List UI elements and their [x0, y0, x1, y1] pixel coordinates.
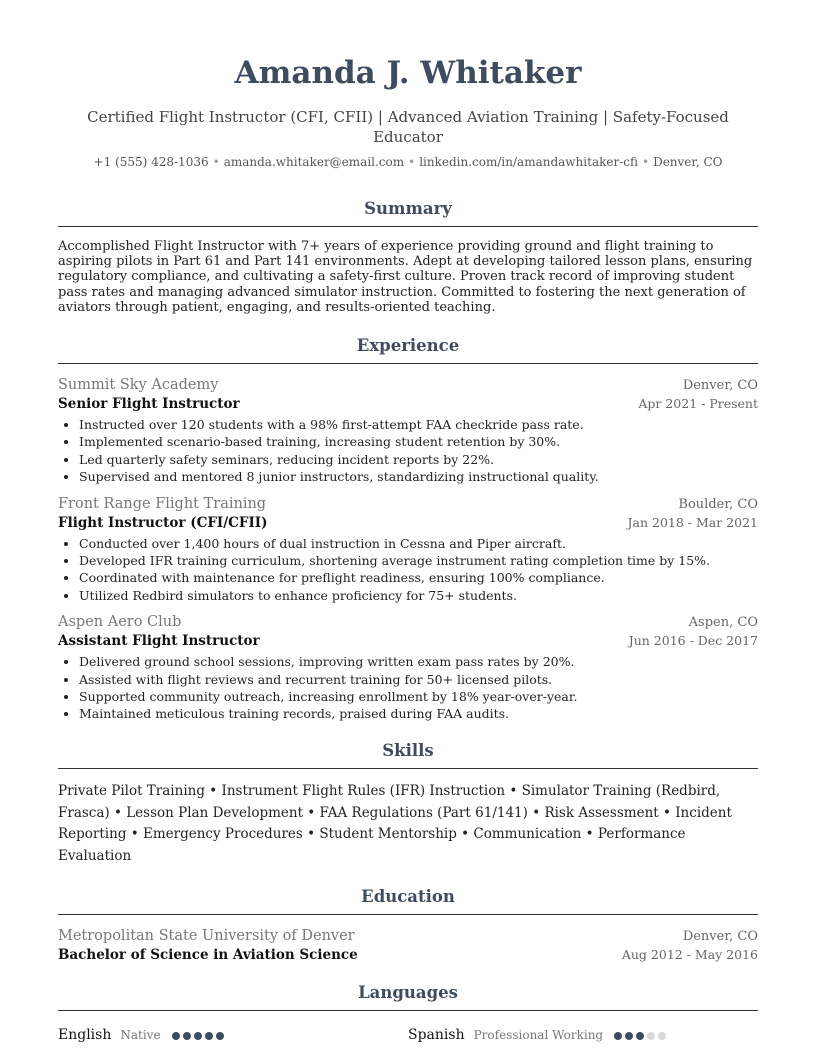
proficiency-dot-empty — [647, 1032, 655, 1040]
language-name: English — [58, 1026, 112, 1043]
proficiency-dot-filled — [636, 1032, 644, 1040]
section-title-summary: Summary — [58, 199, 758, 227]
bullet-item: • Coordinated with maintenance for preflight readiness, ensuring 100% compliance. — [79, 569, 758, 586]
experience-entry — [58, 496, 758, 605]
employer: Summit Sky Academy — [58, 377, 219, 394]
summary-text: Accomplished Flight Instructor with 7+ years of experience providing ground and flight training to aspiring pilots in Part 61 and Part 141 environments. Adept at developing tailored lesson plans, ensuring regulatory compliance, and cultivating a safety-first culture. Proven track record of improving student pass rates and managing advanced simulator instruction. Committed to fostering the next generation of aviators through patient, engaging, and results-oriented teaching. — [58, 239, 753, 315]
location: Denver, CO — [653, 155, 723, 169]
entry-dates: Apr 2021 - Present — [638, 396, 758, 412]
job-title: Assistant Flight Instructor — [58, 633, 260, 650]
proficiency-dot-filled — [614, 1032, 622, 1040]
language-name: Spanish — [408, 1026, 465, 1043]
language-item — [408, 1025, 758, 1044]
proficiency-dot-filled — [172, 1032, 180, 1040]
experience-section — [58, 336, 758, 723]
skills-section — [58, 741, 758, 868]
proficiency-dot-filled — [194, 1032, 202, 1040]
entry-dates: Aug 2012 - May 2016 — [621, 947, 758, 963]
education-section — [58, 887, 758, 963]
bullet-item: • Assisted with flight reviews and recurrent training for 50+ licensed pilots. — [79, 671, 758, 688]
bullet-item: • Supported community outreach, increasing enrollment by 18% year-over-year. — [79, 688, 758, 705]
entry-location: Boulder, CO — [678, 496, 758, 512]
bullet-item: • Maintained meticulous training records, praised during FAA audits. — [79, 705, 758, 722]
language-level: Native — [120, 1027, 161, 1042]
bullet-item: • Implemented scenario-based training, increasing student retention by 30%. — [79, 433, 758, 450]
bullet-item: • Instructed over 120 students with a 98% first-attempt FAA checkride pass rate. — [79, 416, 758, 433]
contact-separator: • — [642, 155, 650, 169]
experience-entry — [58, 614, 758, 723]
proficiency-dot-filled — [625, 1032, 633, 1040]
entry-dates: Jan 2018 - Mar 2021 — [627, 514, 758, 530]
experience-entry — [58, 377, 758, 486]
skills-text: Private Pilot Training • Instrument Flight Rules (IFR) Instruction • Simulator Training (Redbird, Frasca) • Lesson Plan Development • FAA Regulations (Part 61/141) • Risk Assessment • Incident Reporting • Emergency Procedures • Student Mentorship • Communication • Performance Evaluation — [58, 782, 732, 865]
headline: Certified Flight Instructor (CFI, CFII) | Advanced Aviation Training | Safety-Focused Educator — [87, 108, 729, 146]
summary-section — [58, 199, 758, 315]
degree: Bachelor of Science in Aviation Science — [58, 947, 358, 964]
bullet-list — [58, 535, 758, 605]
entry-location: Denver, CO — [682, 929, 758, 945]
entry-location: Aspen, CO — [688, 615, 758, 631]
education-entry — [58, 928, 758, 963]
proficiency-dots — [172, 1025, 227, 1044]
bullet-item: • Supervised and mentored 8 junior instructors, standardizing instructional quality. — [79, 468, 758, 485]
bullet-item: • Conducted over 1,400 hours of dual instruction in Cessna and Piper aircraft. — [79, 535, 758, 552]
employer: Aspen Aero Club — [58, 614, 182, 631]
entry-dates: Jun 2016 - Dec 2017 — [628, 633, 758, 649]
language-level: Professional Working — [473, 1027, 604, 1042]
entry-location: Denver, CO — [682, 378, 758, 394]
section-title-experience: Experience — [58, 336, 758, 364]
proficiency-dot-filled — [216, 1032, 224, 1040]
linkedin-link[interactable]: linkedin.com/in/amandawhitaker-cfi — [419, 155, 638, 169]
bullet-item: • Led quarterly safety seminars, reducing incident reports by 22%. — [79, 451, 758, 468]
phone: +1 (555) 428-1036 — [93, 155, 209, 169]
bullet-item: • Utilized Redbird simulators to enhance proficiency for 75+ students. — [79, 587, 758, 604]
email-link[interactable]: amanda.whitaker@email.com — [223, 155, 405, 169]
section-title-education: Education — [58, 887, 758, 915]
candidate-name: Amanda J. Whitaker — [234, 55, 582, 91]
language-item — [58, 1025, 408, 1044]
employer: Front Range Flight Training — [58, 495, 267, 512]
school: Metropolitan State University of Denver — [58, 928, 355, 945]
bullet-item: • Developed IFR training curriculum, shortening average instrument rating completion time by 15%. — [79, 552, 758, 569]
section-title-skills: Skills — [58, 741, 758, 769]
section-title-languages: Languages — [58, 983, 758, 1011]
bullet-list — [58, 653, 758, 723]
contact-separator: • — [212, 155, 220, 169]
languages-section — [58, 983, 758, 1044]
proficiency-dot-empty — [658, 1032, 666, 1040]
proficiency-dots — [614, 1025, 669, 1044]
bullet-item: • Delivered ground school sessions, improving written exam pass rates by 20%. — [79, 653, 758, 670]
proficiency-dot-filled — [205, 1032, 213, 1040]
proficiency-dot-filled — [183, 1032, 191, 1040]
contact-separator: • — [408, 155, 416, 169]
contact-line — [58, 154, 758, 170]
job-title: Senior Flight Instructor — [58, 396, 240, 413]
bullet-list — [58, 416, 758, 486]
job-title: Flight Instructor (CFI/CFII) — [58, 514, 268, 531]
